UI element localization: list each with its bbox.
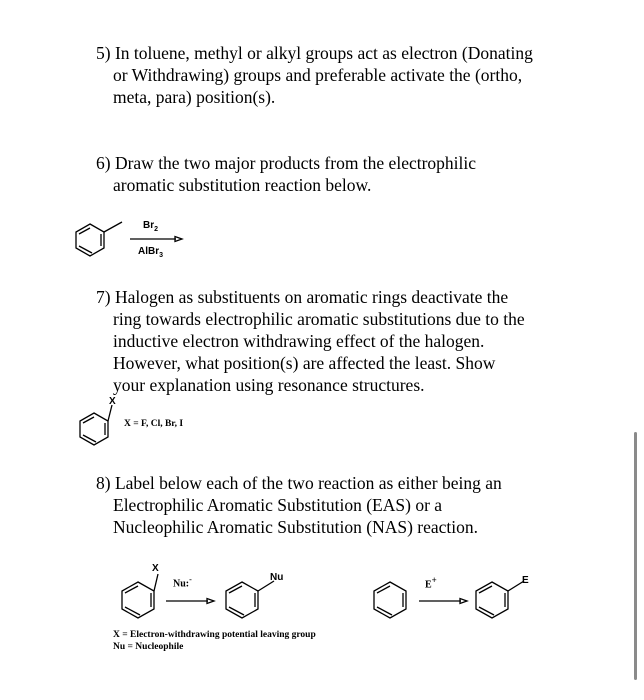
q7-line-1: 7) Halogen as substituents on aromatic rings deactivate the: [96, 287, 509, 307]
r2-arrow: [419, 596, 467, 606]
r2-product-e: E: [522, 575, 529, 586]
scrollbar[interactable]: [634, 432, 637, 680]
question-7: [96, 286, 576, 396]
r2-reagent-text: E: [425, 579, 432, 591]
r1-reagent: [173, 575, 192, 589]
r1-arrow: [166, 596, 214, 606]
q5-line-2: or Withdrawing) groups and preferable activate the (ortho,: [113, 65, 523, 85]
reaction-arrow-q6: [130, 234, 182, 244]
q7-line-4: However, what position(s) are affected the least. Show: [113, 353, 496, 373]
q8-line-2: Electrophilic Aromatic Substitution (EAS) or a: [113, 495, 443, 515]
halobenzene-structure: [76, 405, 116, 445]
q5-line-1: 5) In toluene, methyl or alkyl groups act as electron (Donating: [96, 43, 533, 63]
r2-reagent: [425, 575, 437, 590]
q7-line-5: your explanation using resonance structures.: [113, 375, 425, 395]
r1-reactant-ring: [118, 572, 162, 618]
note-nu-definition: Nu = Nucleophile: [113, 642, 184, 652]
r2-reactant-ring: [370, 578, 414, 618]
q7-line-2: ring towards electrophilic aromatic substitutions due to the: [113, 309, 525, 329]
q7-line-3: inductive electron withdrawing effect of the halogen.: [113, 331, 485, 351]
r1-reagent-charge: -: [189, 575, 192, 584]
question-8: [96, 472, 576, 538]
toluene-structure: [70, 218, 130, 258]
q7-legend: X = F, Cl, Br, I: [124, 419, 184, 429]
reagent-br2: [143, 220, 158, 233]
q7-substituent-x: X: [109, 396, 116, 407]
note-x-definition: X = Electron-withdrawing potential leaving group: [113, 630, 316, 640]
q8-line-1: 8) Label below each of the two reaction as either being an: [96, 473, 502, 493]
question-6: [96, 152, 576, 196]
r1-substituent-x: X: [152, 563, 159, 574]
reagent-albr3-text: AlBr: [138, 246, 160, 257]
question-5: [96, 42, 576, 108]
r1-product-nu: Nu: [270, 572, 284, 583]
q6-line-2: aromatic substitution reaction below.: [113, 175, 372, 195]
q5-line-3: meta, para) position(s).: [113, 87, 276, 107]
reagent-albr3-sub: 3: [159, 252, 164, 259]
reagent-br2-text: Br: [143, 220, 155, 231]
reagent-albr3: [138, 246, 163, 259]
r1-reagent-text: Nu:: [173, 578, 190, 590]
reagent-br2-sub: 2: [154, 226, 159, 233]
q8-line-3: Nucleophilic Aromatic Substitution (NAS) reaction.: [113, 517, 479, 537]
r2-reagent-charge: +: [431, 575, 437, 585]
q6-line-1: 6) Draw the two major products from the electrophilic: [96, 153, 477, 173]
